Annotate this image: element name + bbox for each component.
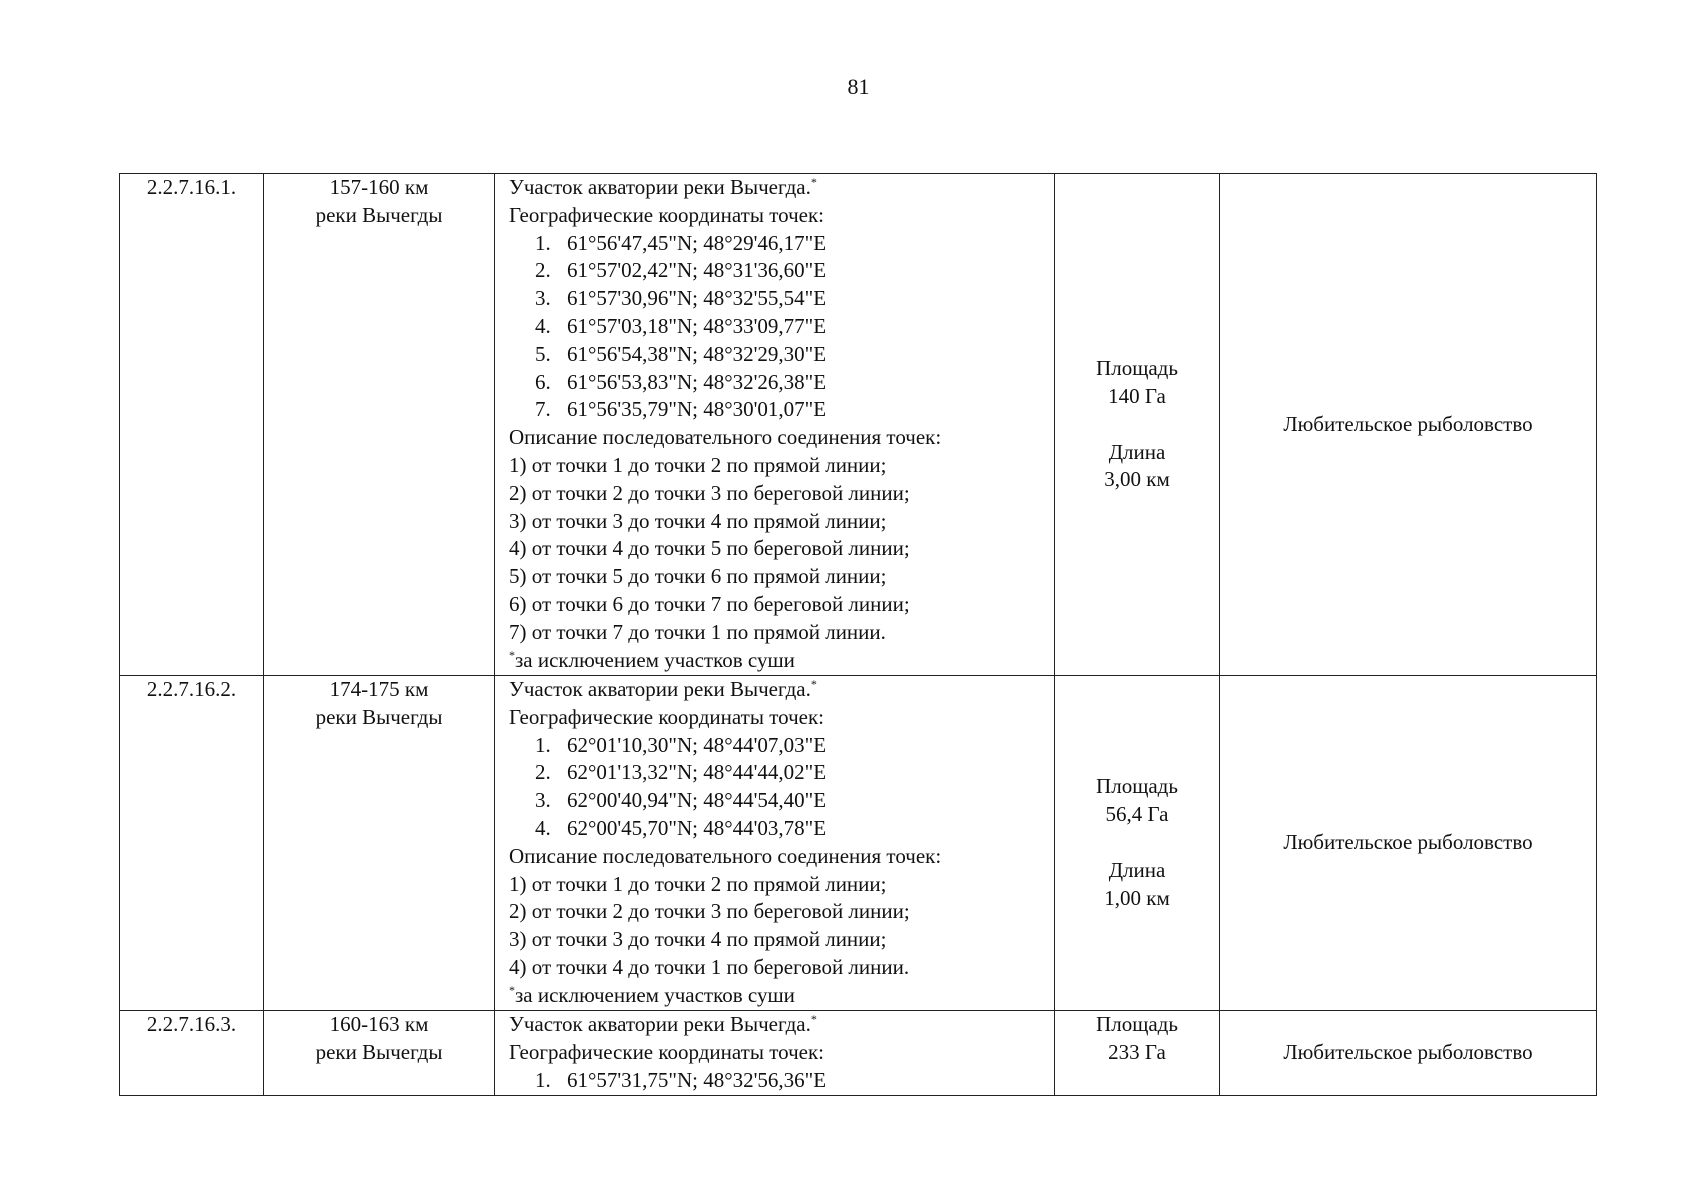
coords-title: Географические координаты точек:	[509, 202, 824, 227]
table-row	[120, 676, 1597, 1011]
row-size: Площадь 233 Га	[1055, 1011, 1220, 1096]
table-row	[120, 174, 1597, 676]
row-size: Площадь 140 Га Длина 3,00 км	[1055, 174, 1220, 676]
page-number: 81	[847, 74, 870, 99]
connection-item: 7) от точки 7 до точки 1 по прямой линии.	[509, 619, 886, 644]
row-size: Площадь 56,4 Га Длина 1,00 км	[1055, 676, 1220, 1011]
connection-item: 4) от точки 4 до точки 5 по береговой линии;	[509, 536, 910, 561]
row-location: 160-163 км реки Вычегды	[264, 1011, 495, 1096]
connection-title: Описание последовательного соединения точек:	[509, 843, 942, 868]
row-id: 2.2.7.16.2.	[120, 676, 264, 1011]
coords-title: Географические координаты точек:	[509, 1039, 824, 1064]
coord-item: 1. 62°01'10,30"N; 48°44'07,03"E	[535, 732, 827, 757]
coord-item: 2. 62°01'13,32"N; 48°44'44,02"E	[535, 760, 827, 785]
connection-title: Описание последовательного соединения точек:	[509, 425, 942, 450]
row-description	[495, 174, 1055, 676]
row-id: 2.2.7.16.3.	[120, 1011, 264, 1096]
row-usage: Любительское рыболовство	[1220, 174, 1597, 676]
row-description	[495, 1011, 1055, 1096]
table-row	[120, 1011, 1597, 1096]
footnote: *за исключением участков суши	[509, 647, 795, 672]
coord-item: 4. 62°00'45,70"N; 48°44'03,78"E	[535, 815, 827, 840]
row-description	[495, 676, 1055, 1011]
row-location: 157-160 км реки Вычегды	[264, 174, 495, 676]
connection-item: 4) от точки 4 до точки 1 по береговой линии.	[509, 954, 910, 979]
coord-item: 3. 61°57'30,96"N; 48°32'55,54"E	[535, 286, 827, 311]
connection-item: 6) от точки 6 до точки 7 по береговой линии;	[509, 591, 910, 616]
fishing-areas-table	[119, 173, 1597, 1096]
connection-item: 5) от точки 5 до точки 6 по прямой линии;	[509, 564, 887, 589]
connection-item: 3) от точки 3 до точки 4 по прямой линии;	[509, 508, 887, 533]
connection-item: 1) от точки 1 до точки 2 по прямой линии;	[509, 871, 887, 896]
area-title: Участок акватории реки Вычегда.*	[509, 1012, 817, 1036]
coord-item: 6. 61°56'53,83"N; 48°32'26,38"E	[535, 369, 827, 394]
row-id: 2.2.7.16.1.	[120, 174, 264, 676]
area-title: Участок акватории реки Вычегда.*	[509, 175, 817, 199]
coord-item: 1. 61°57'31,75"N; 48°32'56,36"E	[535, 1067, 827, 1092]
connection-item: 2) от точки 2 до точки 3 по береговой линии;	[509, 899, 910, 924]
coords-title: Географические координаты точек:	[509, 704, 824, 729]
coord-item: 7. 61°56'35,79"N; 48°30'01,07"E	[535, 397, 827, 422]
row-usage: Любительское рыболовство	[1220, 676, 1597, 1011]
coord-item: 3. 62°00'40,94"N; 48°44'54,40"E	[535, 788, 827, 813]
area-title: Участок акватории реки Вычегда.*	[509, 677, 817, 701]
coord-item: 4. 61°57'03,18"N; 48°33'09,77"E	[535, 313, 827, 338]
connection-item: 2) от точки 2 до точки 3 по береговой линии;	[509, 480, 910, 505]
connection-item: 3) от точки 3 до точки 4 по прямой линии;	[509, 927, 887, 952]
connection-item: 1) от точки 1 до точки 2 по прямой линии;	[509, 452, 887, 477]
footnote: *за исключением участков суши	[509, 982, 795, 1007]
coord-item: 2. 61°57'02,42"N; 48°31'36,60"E	[535, 258, 827, 283]
row-usage: Любительское рыболовство	[1220, 1011, 1597, 1096]
row-location: 174-175 км реки Вычегды	[264, 676, 495, 1011]
coord-item: 1. 61°56'47,45"N; 48°29'46,17"E	[535, 230, 827, 255]
coord-item: 5. 61°56'54,38"N; 48°32'29,30"E	[535, 341, 827, 366]
